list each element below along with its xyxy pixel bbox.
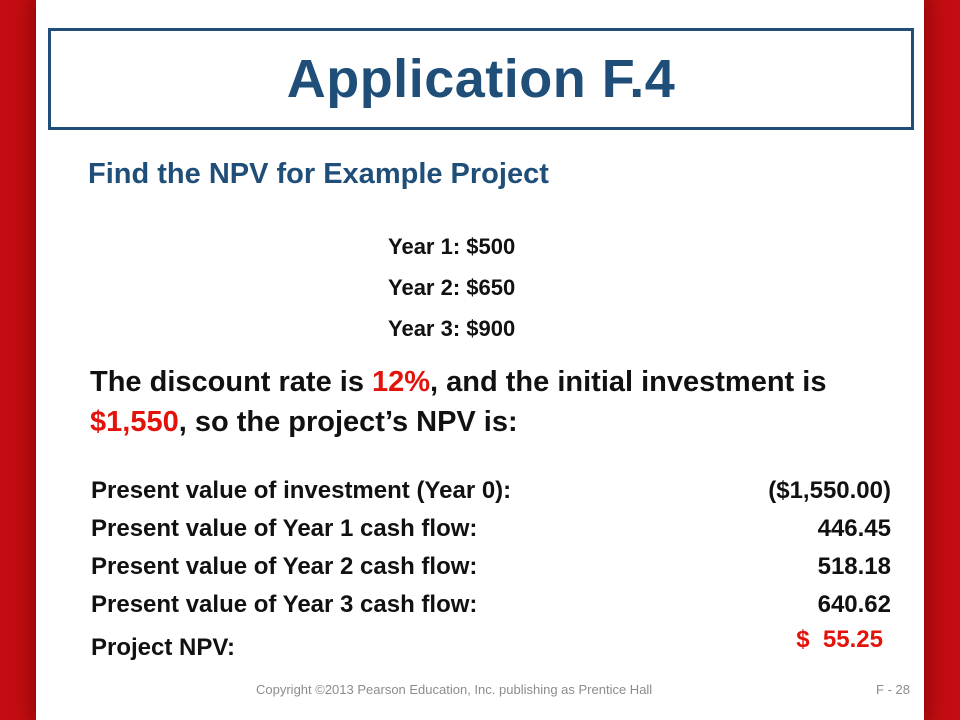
pv-value: 518.18 xyxy=(817,553,891,580)
slide-subtitle: Find the NPV for Example Project xyxy=(88,158,549,190)
pv-label: Present value of Year 2 cash flow: xyxy=(91,553,478,580)
copyright-text: Copyright ©2013 Pearson Education, Inc. publishing as Prentice Hall xyxy=(256,682,653,697)
discount-rate: 12% xyxy=(372,366,431,398)
statement-text-3: , so the project’s NPV is: xyxy=(178,406,518,438)
pv-row-year-2 xyxy=(91,550,891,588)
statement-text-2: , and the initial investment is xyxy=(430,366,827,398)
title-box xyxy=(48,28,914,130)
pv-label: Present value of Year 3 cash flow: xyxy=(91,591,478,618)
pv-row-year-1 xyxy=(91,512,891,550)
slide-title: Application F.4 xyxy=(286,49,676,109)
npv-value: $ 55.25 xyxy=(796,626,883,653)
pv-row-year-0 xyxy=(91,474,891,512)
pv-value: 640.62 xyxy=(817,591,891,618)
npv-statement xyxy=(90,362,900,442)
slide-footer xyxy=(36,680,924,700)
present-value-table xyxy=(91,474,891,664)
initial-investment: $1,550 xyxy=(90,406,179,438)
cash-flow-year-1: Year 1: $500 xyxy=(388,234,516,259)
pv-row-year-3 xyxy=(91,588,891,626)
statement-text-1: The discount rate is xyxy=(90,366,372,398)
pv-label: Present value of Year 1 cash flow: xyxy=(91,515,478,542)
slide xyxy=(36,0,924,720)
cash-flow-year-3: Year 3: $900 xyxy=(388,316,516,341)
page-number: F - 28 xyxy=(876,682,910,697)
cash-flow-year-2: Year 2: $650 xyxy=(388,275,516,300)
pv-value: 446.45 xyxy=(817,515,891,542)
cash-flow-list xyxy=(388,226,515,349)
npv-label: Project NPV: xyxy=(91,634,236,661)
pv-value: ($1,550.00) xyxy=(768,477,891,504)
pv-label: Present value of investment (Year 0): xyxy=(91,477,512,504)
pv-row-npv xyxy=(91,626,891,664)
